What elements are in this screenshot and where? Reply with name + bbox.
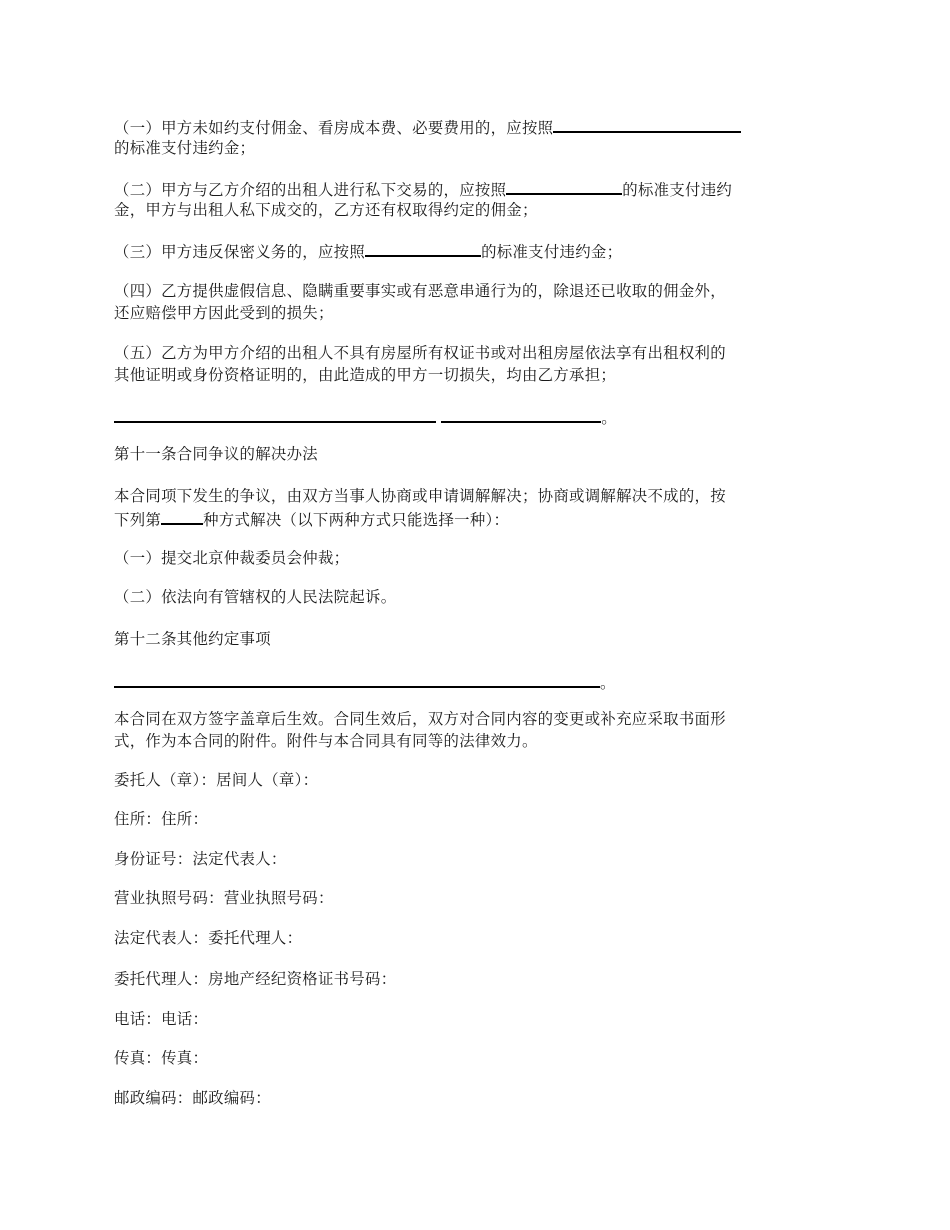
blank-field[interactable]: [114, 406, 436, 423]
signature-line-id: 身份证号：法定代表人：: [114, 850, 287, 868]
signature-line-license: 营业执照号码：营业执照号码：: [114, 889, 334, 907]
clause11-para-text-a: 下列第: [114, 511, 162, 529]
clause10-item3-line1: [114, 240, 622, 262]
clause10-item3-text-b: 的标准支付违约金；: [481, 243, 623, 261]
signature-line-phone: 电话：电话：: [114, 1010, 209, 1028]
effect-line1: 本合同在双方签字盖章后生效。合同生效后，双方对合同内容的变更或补充应采取书面形: [114, 710, 726, 728]
clause11-para-line1: 本合同项下发生的争议，由双方当事人协商或申请调解解决；协商或调解解决不成的，按: [114, 487, 726, 505]
blank-field[interactable]: [365, 240, 481, 257]
clause11-option2: （二）依法向有管辖权的人民法院起诉。: [114, 588, 397, 606]
effect-line2: 式，作为本合同的附件。附件与本合同具有同等的法律效力。: [114, 732, 538, 750]
clause10-item5-line1: （五）乙方为甲方介绍的出租人不具有房屋所有权证书或对出租房屋依法享有出租权利的: [114, 344, 726, 362]
clause10-item2-text-b: 的标准支付违约: [622, 181, 733, 199]
blank-field[interactable]: [553, 116, 741, 133]
blank-field[interactable]: [114, 671, 600, 688]
signature-line-address: 住所：住所：: [114, 810, 209, 828]
period-mark: 。: [601, 409, 617, 427]
clause10-item1-line1: [114, 116, 741, 138]
clause12-blank-line: [114, 671, 616, 693]
signature-line-representative: 法定代表人：委托代理人：: [114, 929, 303, 947]
clause11-para-line2: [114, 508, 509, 530]
clause10-item2-text-a: （二）甲方与乙方介绍的出租人进行私下交易的，应按照: [114, 181, 507, 199]
clause11-title: 第十一条合同争议的解决办法: [114, 445, 318, 463]
clause11-option1: （一）提交北京仲裁委员会仲裁；: [114, 549, 350, 567]
blank-field[interactable]: [161, 508, 203, 525]
clause10-item3-text-a: （三）甲方违反保密义务的，应按照: [114, 243, 366, 261]
clause10-item2-line1: [114, 178, 732, 200]
signature-line-parties: 委托人（章）：居间人（章）：: [114, 771, 319, 789]
clause10-item1-text: （一）甲方未如约支付佣金、看房成本费、必要费用的，应按照: [114, 119, 554, 137]
signature-line-agent: 委托代理人：房地产经纪资格证书号码：: [114, 970, 397, 988]
signature-line-postcode: 邮政编码：邮政编码：: [114, 1089, 271, 1107]
signature-line-fax: 传真：传真：: [114, 1049, 209, 1067]
clause10-item1-line2: 的标准支付违约金；: [114, 139, 256, 157]
blank-field[interactable]: [506, 178, 622, 195]
clause12-title: 第十二条其他约定事项: [114, 630, 271, 648]
clause11-para-text-b: 种方式解决（以下两种方式只能选择一种）：: [203, 511, 510, 529]
blank-field[interactable]: [441, 406, 601, 423]
clause10-item5-line2: 其他证明或身份资格证明的，由此造成的甲方一切损失，均由乙方承担；: [114, 366, 617, 384]
clause10-item4-line2: 还应赔偿甲方因此受到的损失；: [114, 304, 334, 322]
period-mark: 。: [600, 674, 616, 692]
clause10-blank-line: [114, 406, 617, 428]
clause10-item2-line2: 金，甲方与出租人私下成交的，乙方还有权取得约定的佣金；: [114, 201, 538, 219]
clause10-item4-line1: （四）乙方提供虚假信息、隐瞒重要事实或有恶意串通行为的，除退还已收取的佣金外，: [114, 282, 726, 300]
